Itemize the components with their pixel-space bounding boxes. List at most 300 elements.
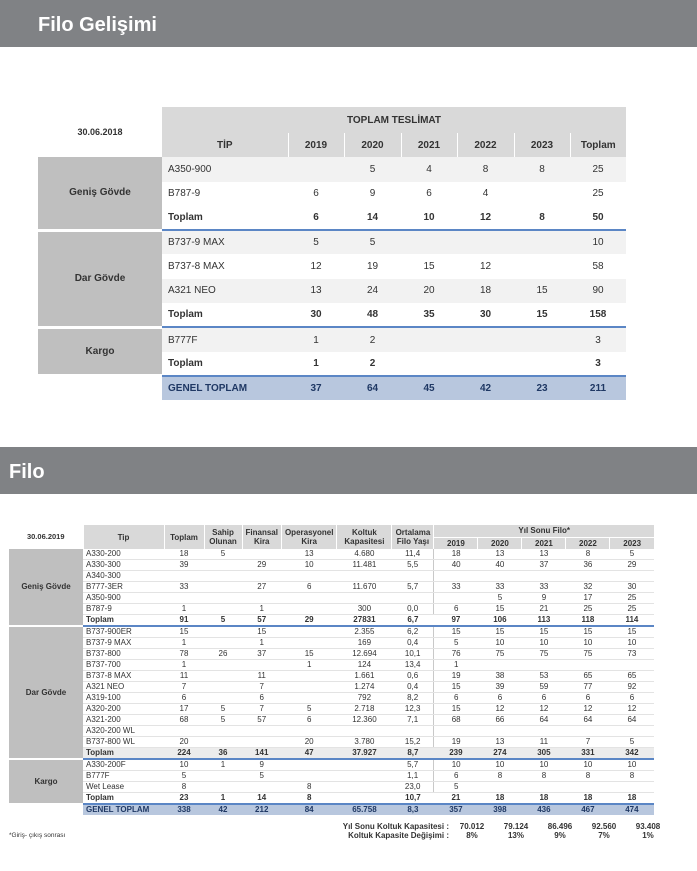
table-cell: 5	[344, 230, 401, 254]
table-cell	[522, 660, 566, 671]
table-cell: 65	[566, 671, 610, 682]
table-cell	[281, 571, 336, 582]
table-cell: 1	[164, 660, 204, 671]
column-header-seat: Koltuk Kapasitesi	[337, 525, 392, 549]
table-cell	[204, 638, 242, 649]
table-cell: 4	[457, 182, 514, 206]
table-cell: 36	[204, 748, 242, 760]
table-cell	[164, 593, 204, 604]
table-cell: 8	[522, 771, 566, 782]
table-cell: 27831	[337, 615, 392, 627]
table-cell: 11.481	[337, 560, 392, 571]
table-cell: 13	[281, 549, 336, 560]
table-cell	[281, 626, 336, 638]
table-cell	[281, 682, 336, 693]
table-cell: 68	[164, 715, 204, 726]
table-cell	[242, 549, 281, 560]
table-cell: 21	[522, 604, 566, 615]
aircraft-type: A330-300	[83, 560, 164, 571]
table-cell: 20	[281, 737, 336, 748]
group-label: Kargo	[38, 327, 162, 376]
seat-capacity-change-value: 1%	[642, 831, 654, 840]
aircraft-type: B787-9	[162, 182, 288, 206]
table-cell: 27	[242, 582, 281, 593]
group-total-label: Toplam	[162, 352, 288, 376]
aircraft-type: B737-700	[83, 660, 164, 671]
table-cell	[204, 571, 242, 582]
table-cell: 1.274	[337, 682, 392, 693]
fleet-table	[9, 525, 654, 815]
table-cell: 5	[242, 771, 281, 782]
row-total: 25	[570, 157, 626, 181]
table-cell: 18	[610, 793, 654, 805]
table-cell	[281, 759, 336, 771]
table-cell: 274	[478, 748, 522, 760]
row-total: 3	[570, 352, 626, 376]
table-cell: 15	[164, 626, 204, 638]
aircraft-type: B787-9	[83, 604, 164, 615]
table-cell: 8	[566, 771, 610, 782]
total-delivery-table	[38, 107, 626, 400]
table-cell	[281, 693, 336, 704]
table-cell: 39	[164, 560, 204, 571]
table-cell: 18	[522, 793, 566, 805]
table-cell	[434, 571, 478, 582]
table-cell	[204, 604, 242, 615]
table-cell: 35	[401, 303, 457, 327]
table-cell: 92	[610, 682, 654, 693]
aircraft-type: B737-9 MAX	[83, 638, 164, 649]
table-cell: 5,7	[392, 582, 434, 593]
table-cell: 20	[164, 737, 204, 748]
aircraft-type: A350-900	[162, 157, 288, 181]
table-cell	[281, 604, 336, 615]
aircraft-type: B777-3ER	[83, 582, 164, 593]
aircraft-type: A350-900	[83, 593, 164, 604]
table-cell: 12	[522, 704, 566, 715]
table-cell	[457, 327, 514, 351]
table-cell: 26	[204, 649, 242, 660]
table-cell	[610, 660, 654, 671]
section-banner-fleet-development	[0, 0, 697, 47]
table-cell: 1,1	[392, 771, 434, 782]
table-cell: 0,4	[392, 682, 434, 693]
table-cell: 11	[242, 671, 281, 682]
table-cell: 8,2	[392, 693, 434, 704]
table-cell: 15	[281, 649, 336, 660]
table-cell: 1	[288, 352, 344, 376]
column-header-year: 2020	[478, 537, 522, 549]
table-cell	[610, 782, 654, 793]
seat-capacity-value: 92.560	[591, 822, 617, 831]
table-cell	[566, 660, 610, 671]
table-cell: 1	[242, 638, 281, 649]
table-cell: 6	[164, 693, 204, 704]
seat-capacity-label: Yıl Sonu Koltuk Kapasitesi :	[342, 822, 449, 831]
table-cell: 10	[522, 759, 566, 771]
table-cell: 78	[164, 649, 204, 660]
table-cell	[242, 593, 281, 604]
table-cell: 75	[522, 649, 566, 660]
table-cell: 10	[478, 759, 522, 771]
table-cell: 300	[337, 604, 392, 615]
section-title: Filo Gelişimi	[38, 14, 157, 36]
table-cell: 14	[242, 793, 281, 805]
table-cell: 11	[522, 737, 566, 748]
group-label: Dar Gövde	[38, 230, 162, 327]
seat-capacity-value: 70.012	[459, 822, 485, 831]
table-cell: 5	[434, 638, 478, 649]
table-cell	[204, 582, 242, 593]
table-cell: 57	[242, 715, 281, 726]
table-cell: 5	[204, 715, 242, 726]
table-cell: 10	[610, 759, 654, 771]
table-cell: 10,7	[392, 793, 434, 805]
table-cell: 7	[242, 682, 281, 693]
table-cell: 7	[164, 682, 204, 693]
group-label: Dar Gövde	[9, 626, 83, 759]
row-total: 211	[570, 376, 626, 400]
table-cell: 76	[434, 649, 478, 660]
table-cell: 15	[514, 279, 570, 303]
table-cell: 113	[522, 615, 566, 627]
table-cell: 25	[610, 593, 654, 604]
table-cell: 12	[457, 254, 514, 278]
table-cell: 12.694	[337, 649, 392, 660]
table-cell: 106	[478, 615, 522, 627]
table-cell: 57	[242, 615, 281, 627]
table-cell: 21	[434, 793, 478, 805]
table-cell: 37	[522, 560, 566, 571]
table-cell	[522, 782, 566, 793]
table-cell	[478, 660, 522, 671]
table-cell: 141	[242, 748, 281, 760]
aircraft-type: B737-9 MAX	[162, 230, 288, 254]
table-cell	[514, 327, 570, 351]
table-cell: 6	[610, 693, 654, 704]
table-cell: 15	[566, 626, 610, 638]
table-cell	[242, 571, 281, 582]
table-cell: 47	[281, 748, 336, 760]
table-cell	[337, 726, 392, 737]
aircraft-type: A321-200	[83, 715, 164, 726]
table-cell: 33	[522, 582, 566, 593]
table-cell: 17	[164, 704, 204, 715]
table-cell	[337, 793, 392, 805]
table-cell	[457, 352, 514, 376]
table-cell	[242, 660, 281, 671]
column-header-owned: Sahip Olunan	[204, 525, 242, 549]
table-cell	[242, 737, 281, 748]
table-cell: 1	[242, 604, 281, 615]
aircraft-type: A330-200F	[83, 759, 164, 771]
table-cell: 1	[204, 759, 242, 771]
table-cell	[164, 571, 204, 582]
table-cell: 19	[434, 737, 478, 748]
group-label: Geniş Gövde	[38, 157, 162, 230]
table-cell: 6,7	[392, 615, 434, 627]
table-cell: 0,6	[392, 671, 434, 682]
table-cell: 0,0	[392, 604, 434, 615]
table-cell: 11.670	[337, 582, 392, 593]
table-cell	[566, 726, 610, 737]
grand-total-label: GENEL TOPLAM	[162, 376, 288, 400]
table-cell: 75	[478, 649, 522, 660]
table-cell: 10	[610, 638, 654, 649]
table-cell: 40	[478, 560, 522, 571]
aircraft-type: B777F	[83, 771, 164, 782]
aircraft-type: A321 NEO	[83, 682, 164, 693]
column-header-year: 2021	[522, 537, 566, 549]
table-date: 30.06.2018	[38, 107, 162, 157]
table-cell: 6	[434, 604, 478, 615]
column-header-year: 2023	[514, 133, 570, 157]
table-cell: 1	[164, 638, 204, 649]
table-cell	[337, 782, 392, 793]
table-cell: 7,1	[392, 715, 434, 726]
table-cell	[204, 593, 242, 604]
table-cell: 6,2	[392, 626, 434, 638]
table-cell: 23	[164, 793, 204, 805]
table-cell: 12	[566, 704, 610, 715]
table-cell: 10	[566, 638, 610, 649]
aircraft-type: B737-8 MAX	[83, 671, 164, 682]
table-cell: 30	[610, 582, 654, 593]
table-cell: 15	[478, 626, 522, 638]
table-cell: 64	[566, 715, 610, 726]
table-cell: 14	[344, 206, 401, 230]
blank-cell	[38, 376, 162, 400]
table-cell	[401, 230, 457, 254]
group-label: Kargo	[9, 759, 83, 804]
table-cell: 1	[288, 327, 344, 351]
table-cell: 68	[434, 715, 478, 726]
row-total: 25	[570, 182, 626, 206]
table-cell: 8	[610, 771, 654, 782]
column-header-fin: Finansal Kira	[242, 525, 281, 549]
table-cell: 18	[478, 793, 522, 805]
table-cell: 6	[281, 715, 336, 726]
table-cell: 5	[478, 593, 522, 604]
table-cell: 792	[337, 693, 392, 704]
table-cell: 474	[610, 804, 654, 815]
seat-capacity-change-value: 13%	[507, 831, 524, 840]
table-cell: 7	[566, 737, 610, 748]
column-header-year: 2021	[401, 133, 457, 157]
table-cell: 8	[281, 793, 336, 805]
table-cell: 29	[281, 615, 336, 627]
table-cell: 8	[164, 782, 204, 793]
table-cell: 13	[478, 549, 522, 560]
column-header-age: Ortalama Filo Yaşı	[392, 525, 434, 549]
group-total-label: Toplam	[162, 206, 288, 230]
table-cell	[434, 726, 478, 737]
table-cell	[522, 571, 566, 582]
column-header-year: 2019	[288, 133, 344, 157]
table-cell: 6	[242, 693, 281, 704]
seat-capacity-value: 79.124	[503, 822, 529, 831]
table-cell	[204, 682, 242, 693]
table-cell: 6	[281, 582, 336, 593]
table-cell: 97	[434, 615, 478, 627]
table-header: TOPLAM TESLİMAT	[162, 107, 626, 133]
footnote: *Giriş- çıkış sonrası	[9, 832, 66, 839]
table-cell: 13,4	[392, 660, 434, 671]
table-cell: 15	[434, 704, 478, 715]
row-total: 3	[570, 327, 626, 351]
column-header-total: Toplam	[570, 133, 626, 157]
group-total-label: Toplam	[83, 748, 164, 760]
table-cell	[281, 638, 336, 649]
table-cell	[566, 782, 610, 793]
seat-capacity-change-label: Koltuk Kapasite Değişimi :	[348, 831, 449, 840]
table-date: 30.06.2019	[9, 525, 83, 549]
table-cell: 33	[164, 582, 204, 593]
table-cell: 33	[434, 582, 478, 593]
table-cell	[164, 726, 204, 737]
blank-cell	[9, 804, 83, 815]
aircraft-type: A321 NEO	[162, 279, 288, 303]
table-cell: 8	[281, 782, 336, 793]
table-cell: 29	[242, 560, 281, 571]
table-cell: 10	[566, 759, 610, 771]
table-cell	[281, 771, 336, 782]
table-cell: 6	[434, 771, 478, 782]
table-cell: 10	[164, 759, 204, 771]
table-cell: 15	[434, 626, 478, 638]
table-cell: 10	[478, 638, 522, 649]
table-cell: 8	[457, 157, 514, 181]
table-cell: 77	[566, 682, 610, 693]
row-total: 90	[570, 279, 626, 303]
table-cell: 20	[401, 279, 457, 303]
table-cell: 65	[610, 671, 654, 682]
table-cell	[288, 157, 344, 181]
table-cell: 6	[566, 693, 610, 704]
table-cell: 5,7	[392, 759, 434, 771]
table-cell: 8	[478, 771, 522, 782]
table-cell	[242, 782, 281, 793]
table-cell	[392, 571, 434, 582]
table-cell: 18	[164, 549, 204, 560]
row-total: 50	[570, 206, 626, 230]
section-banner-fleet	[0, 447, 697, 494]
table-cell: 64	[344, 376, 401, 400]
table-cell: 30	[457, 303, 514, 327]
table-cell: 65.758	[337, 804, 392, 815]
table-cell: 84	[281, 804, 336, 815]
column-header-type: TİP	[162, 133, 288, 157]
table-cell: 13	[288, 279, 344, 303]
table-cell: 2	[344, 327, 401, 351]
section-title: Filo	[9, 461, 45, 483]
column-header-year: 2022	[457, 133, 514, 157]
table-cell	[204, 671, 242, 682]
table-cell	[204, 626, 242, 638]
column-header-type: Tip	[83, 525, 164, 549]
aircraft-type: B777F	[162, 327, 288, 351]
table-cell: 11,4	[392, 549, 434, 560]
table-cell: 0,4	[392, 638, 434, 649]
table-cell	[514, 230, 570, 254]
table-cell: 5	[344, 157, 401, 181]
aircraft-type: Wet Lease	[83, 782, 164, 793]
seat-capacity-value: 93.408	[635, 822, 661, 831]
table-cell: 10	[522, 638, 566, 649]
table-cell: 10	[401, 206, 457, 230]
table-cell: 436	[522, 804, 566, 815]
table-cell: 18	[434, 549, 478, 560]
table-cell: 75	[566, 649, 610, 660]
table-cell: 2.718	[337, 704, 392, 715]
table-cell: 118	[566, 615, 610, 627]
table-cell: 5	[164, 771, 204, 782]
table-cell	[204, 782, 242, 793]
table-cell	[242, 726, 281, 737]
aircraft-type: A330-200	[83, 549, 164, 560]
table-cell: 24	[344, 279, 401, 303]
table-cell: 7	[242, 704, 281, 715]
table-cell	[204, 693, 242, 704]
table-cell: 38	[478, 671, 522, 682]
table-cell: 37.927	[337, 748, 392, 760]
table-cell: 32	[566, 582, 610, 593]
table-cell: 8	[514, 206, 570, 230]
table-cell: 5,5	[392, 560, 434, 571]
aircraft-type: B737-800 WL	[83, 737, 164, 748]
table-cell: 6	[522, 693, 566, 704]
table-cell: 25	[610, 604, 654, 615]
table-cell	[610, 571, 654, 582]
table-cell: 64	[610, 715, 654, 726]
table-cell	[281, 593, 336, 604]
table-cell: 15,2	[392, 737, 434, 748]
aircraft-type: A320-200	[83, 704, 164, 715]
table-cell: 114	[610, 615, 654, 627]
table-cell: 398	[478, 804, 522, 815]
table-cell	[204, 660, 242, 671]
table-cell: 10	[281, 560, 336, 571]
table-cell	[337, 571, 392, 582]
table-cell: 73	[610, 649, 654, 660]
table-cell	[478, 571, 522, 582]
grand-total-label: GENEL TOPLAM	[83, 804, 164, 815]
table-cell: 5	[434, 782, 478, 793]
table-cell: 5	[281, 704, 336, 715]
table-cell: 9	[242, 759, 281, 771]
table-cell: 6	[434, 693, 478, 704]
table-cell: 224	[164, 748, 204, 760]
table-cell: 37	[242, 649, 281, 660]
table-cell: 8	[514, 157, 570, 181]
table-cell: 1.661	[337, 671, 392, 682]
table-cell: 6	[288, 206, 344, 230]
table-cell: 1	[164, 604, 204, 615]
aircraft-type: A319-100	[83, 693, 164, 704]
column-header-total: Toplam	[164, 525, 204, 549]
table-cell: 6	[401, 182, 457, 206]
table-cell	[478, 726, 522, 737]
column-header-year: 2022	[566, 537, 610, 549]
table-cell: 19	[434, 671, 478, 682]
table-cell: 12,3	[392, 704, 434, 715]
table-cell: 342	[610, 748, 654, 760]
table-cell: 5	[204, 615, 242, 627]
column-header-year: 2023	[610, 537, 654, 549]
seat-capacity-value: 86.496	[547, 822, 573, 831]
table-cell: 1	[204, 793, 242, 805]
row-total: 10	[570, 230, 626, 254]
